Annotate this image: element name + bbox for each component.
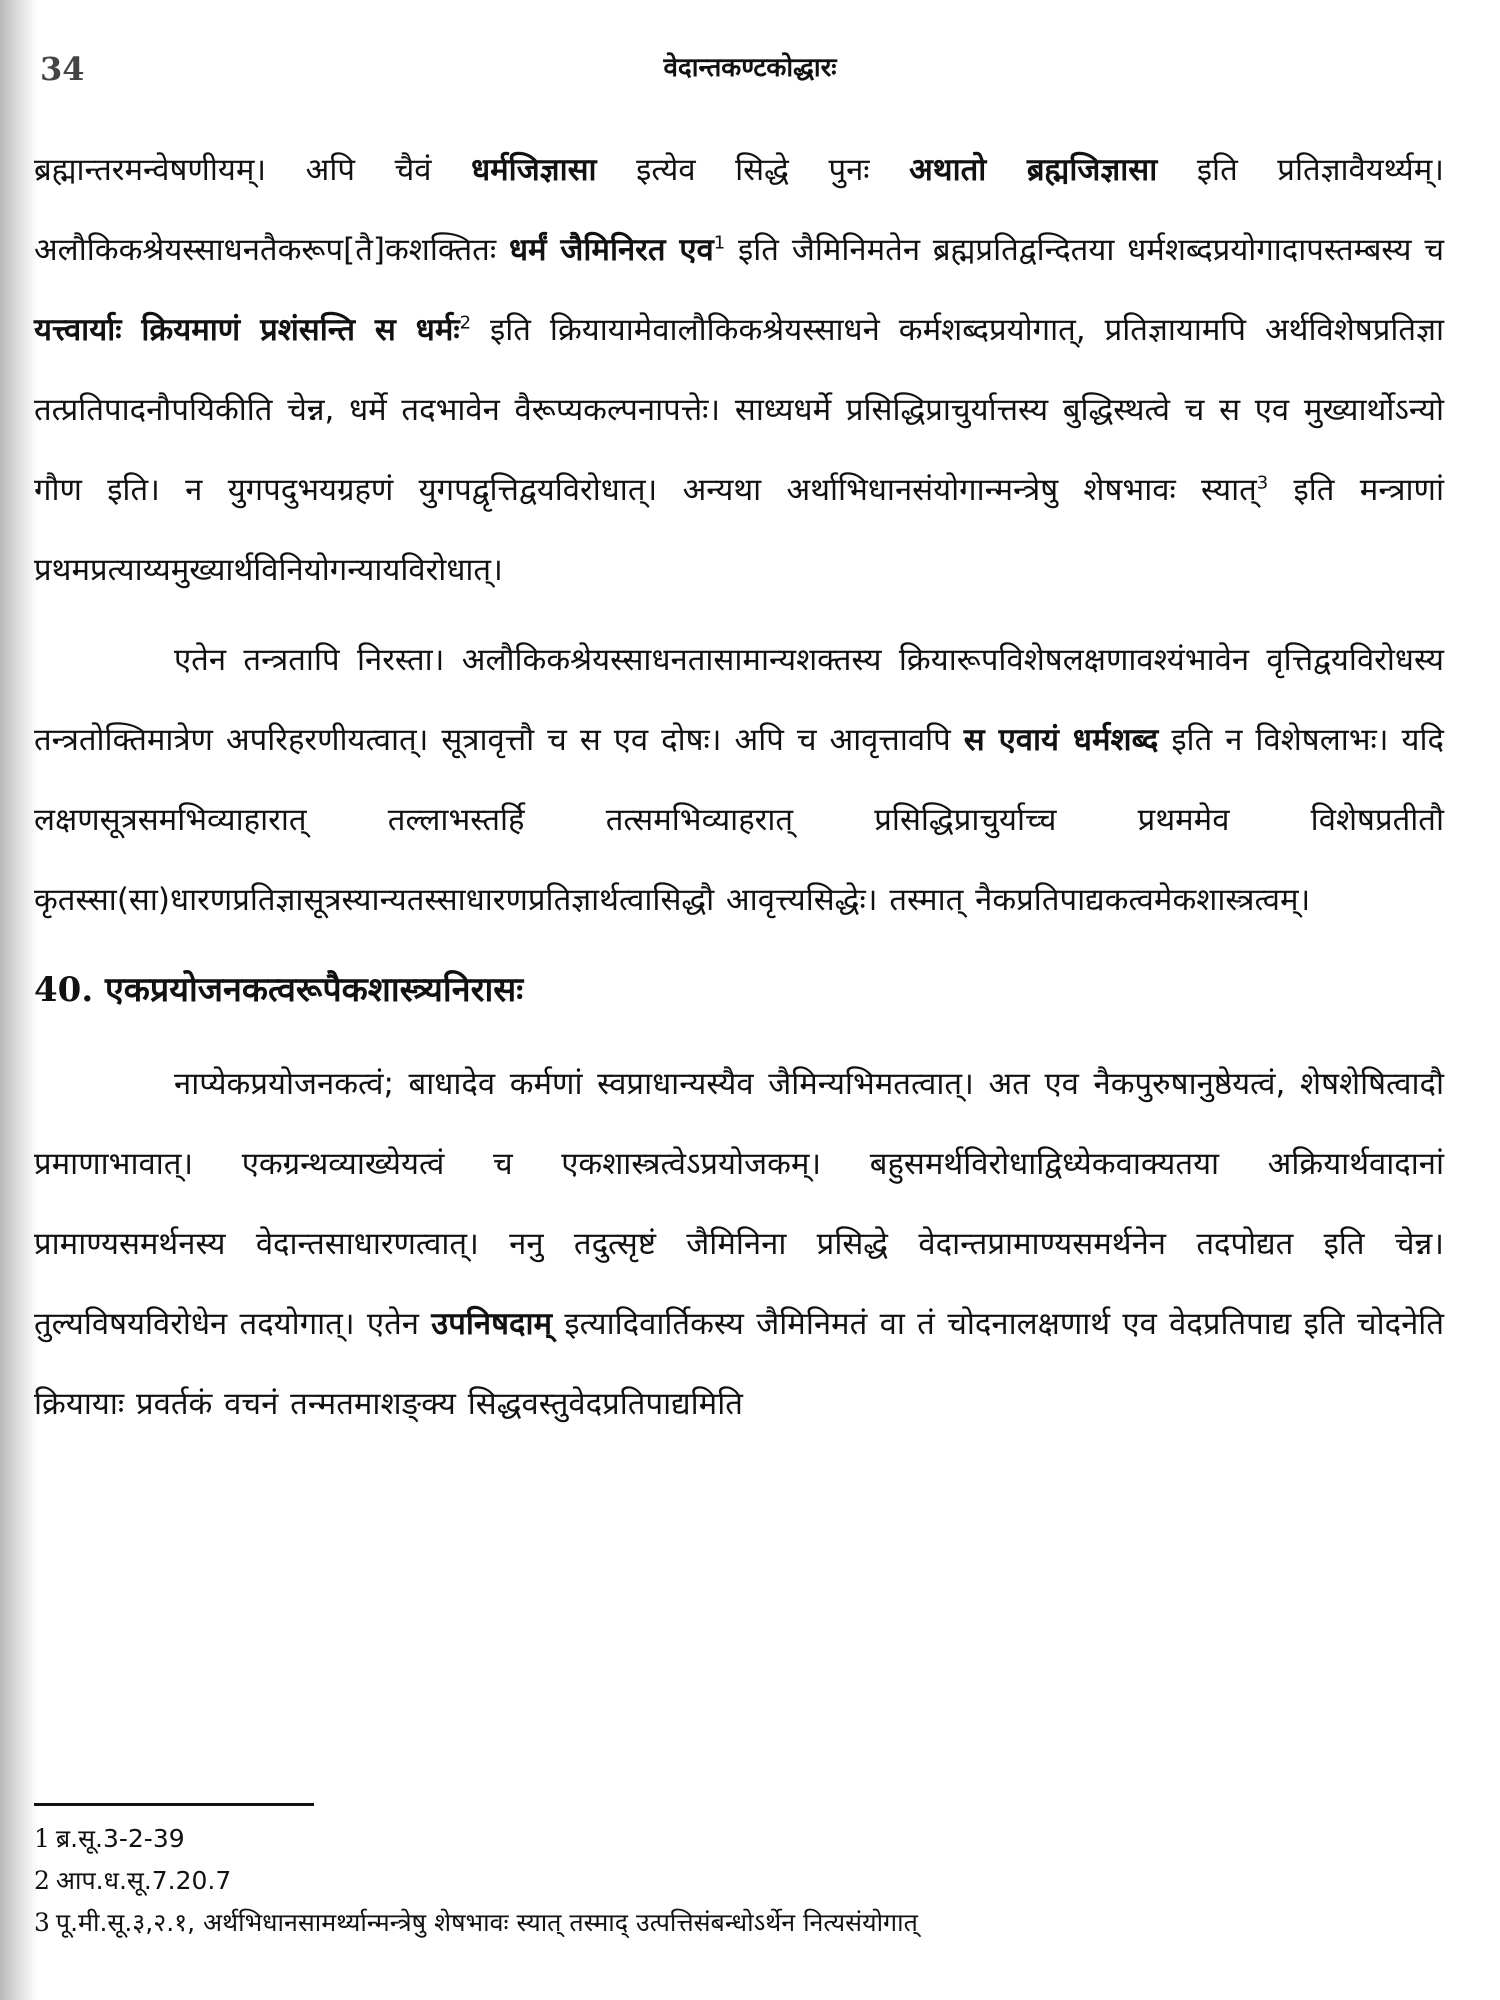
footnote-number: 3 xyxy=(34,1908,50,1937)
page-header xyxy=(0,42,1500,92)
footnote-number: 2 xyxy=(34,1866,50,1895)
footnote-ref: 1 xyxy=(713,232,726,254)
text-run: इति क्रियायामेवालौकिकश्रेयस्साधने कर्मशब्दप्रयोगात्, प्रतिज्ञायामपि अर्थविशेषप्रतिज्ञा तत्प्रतिपादनौपयिकीति चेन्न, धर्मे तदभावेन वैरूप्यकल्पनापत्तेः। साध्यधर्मे प्रसिद्धिप्राचुर्यात्तस्य बुद्धिस्थत्वे च स एव मुख्यार्थोऽन्यो गौण इति। न युगपदुभयग्रहणं युगपद्वृत्तिद्वयविरोधात्। अन्यथा अर्थाभिधानसंयोगान्मन्त्रेषु शेषभावः स्यात् xyxy=(34,312,1444,508)
body-text xyxy=(34,130,1444,1444)
text-run: नाप्येकप्रयोजनकत्वं; बाधादेव कर्मणां स्वप्राधान्यस्यैव जैमिन्यभिमतत्वात्। अत एव नैकपुरुषानुष्ठेयत्वं, शेषशेषित्वादौ प्रमाणाभावात्। एकग्रन्थव्याख्येयत्वं च एकशास्त्रत्वेऽप्रयोजकम्। बहुसमर्थविरोधाद्विध्येकवाक्यतया अक्रियार्थवादानां प्रामाण्यसमर्थनस्य वेदान्तसाधारणत्वात्। ननु तदुत्सृष्टं जैमिनिना प्रसिद्धे वेदान्तप्रामाण्यसमर्थनेन तदपोद्यत इति चेन्न। तुल्यविषयविरोधेन तदयोगात्। एतेन xyxy=(34,1066,1444,1342)
text-run: इति मन्त्राणां प्रथमप्रत्याय्यमुख्यार्थविनियोगन्यायविरोधात्। xyxy=(34,472,1444,588)
text-run: इत्येव सिद्धे पुनः xyxy=(596,152,910,188)
paragraph-2 xyxy=(34,620,1444,940)
footnote-divider xyxy=(34,1803,314,1806)
bold-term: यत्त्वार्याः क्रियमाणं प्रशंसन्ति स धर्मः xyxy=(34,312,460,348)
text-run: इति प्रतिज्ञावैयर्थ्यम्। अलौकिकश्रेयस्साधनतैकरूप[तै]कशक्तितः xyxy=(34,152,1444,268)
section-number: 40. xyxy=(34,970,94,1010)
page-number: 34 xyxy=(40,50,85,88)
footnote-ref: 2 xyxy=(459,312,472,334)
footnote-2 xyxy=(34,1860,1454,1902)
bold-term: धर्मजिज्ञासा xyxy=(471,152,597,188)
bold-term: धर्मं जैमिनिरत एव xyxy=(508,232,714,268)
paragraph-1 xyxy=(34,130,1444,610)
footnote-text: ब्र.सू.3-2-39 xyxy=(55,1824,185,1853)
text-run: ब्रह्मान्तरमन्वेषणीयम्। अपि चैवं xyxy=(34,152,472,188)
bold-term: उपनिषदाम् xyxy=(431,1306,553,1342)
bold-term: स एवायं धर्मशब्द xyxy=(963,722,1159,758)
footnote-text: आप.ध.सू.7.20.7 xyxy=(55,1866,232,1895)
text-run: इति न विशेषलाभः। यदि लक्षणसूत्रसमभिव्याहारात् तल्लाभस्तर्हि तत्समभिव्याहरात् प्रसिद्धिप्राचुर्याच्च प्रथममेव विशेषप्रतीतौ कृतस्सा(सा)धारणप्रतिज्ञासूत्रस्यान्यतस्साधारणप्रतिज्ञार्थत्वासिद्धौ आवृत्त्यसिद्धेः। तस्मात् नैकप्रतिपाद्यकत्वमेकशास्त्रत्वम्। xyxy=(34,722,1444,918)
section-title: एकप्रयोजनकत्वरूपैकशास्त्र्यनिरासः xyxy=(105,970,524,1010)
text-run: इत्यादिवार्तिकस्य जैमिनिमतं वा तं चोदनालक्षणार्थ एव वेदप्रतिपाद्य इति चोदनेति क्रियायाः प्रवर्तकं वचनं तन्मतमाशङ्क्य सिद्धवस्तुवेदप्रतिपाद्यमिति xyxy=(34,1306,1444,1422)
footnote-ref: 3 xyxy=(1256,472,1269,494)
footnote-3 xyxy=(34,1902,1454,1944)
footnote-1 xyxy=(34,1818,1454,1860)
section-heading xyxy=(34,960,1444,1020)
bold-term: अथातो ब्रह्मजिज्ञासा xyxy=(909,152,1158,188)
footnote-number: 1 xyxy=(34,1824,50,1853)
footnote-text: पू.मी.सू.३,२.१, अर्थभिधानसामर्थ्यान्मन्त्रेषु शेषभावः स्यात् तस्माद् उत्पत्तिसंबन्धोऽर्थेन नित्यसंयोगात् xyxy=(55,1908,918,1937)
paragraph-3 xyxy=(34,1044,1444,1444)
page-edge-shadow xyxy=(0,0,38,2000)
running-title: वेदान्तकण्टकोद्धारः xyxy=(663,53,837,83)
footnotes xyxy=(34,1818,1454,1944)
text-run: इति जैमिनिमतेन ब्रह्मप्रतिद्वन्दितया धर्मशब्दप्रयोगादापस्तम्बस्य च xyxy=(725,232,1445,268)
text-run: एतेन तन्त्रतापि निरस्ता। अलौकिकश्रेयस्साधनतासामान्यशक्तस्य क्रियारूपविशेषलक्षणावश्यंभावेन वृत्तिद्वयविरोधस्य तन्त्रतोक्तिमात्रेण अपरिहरणीयत्वात्। सूत्रावृत्तौ च स एव दोषः। अपि च आवृत्तावपि xyxy=(34,642,1444,758)
